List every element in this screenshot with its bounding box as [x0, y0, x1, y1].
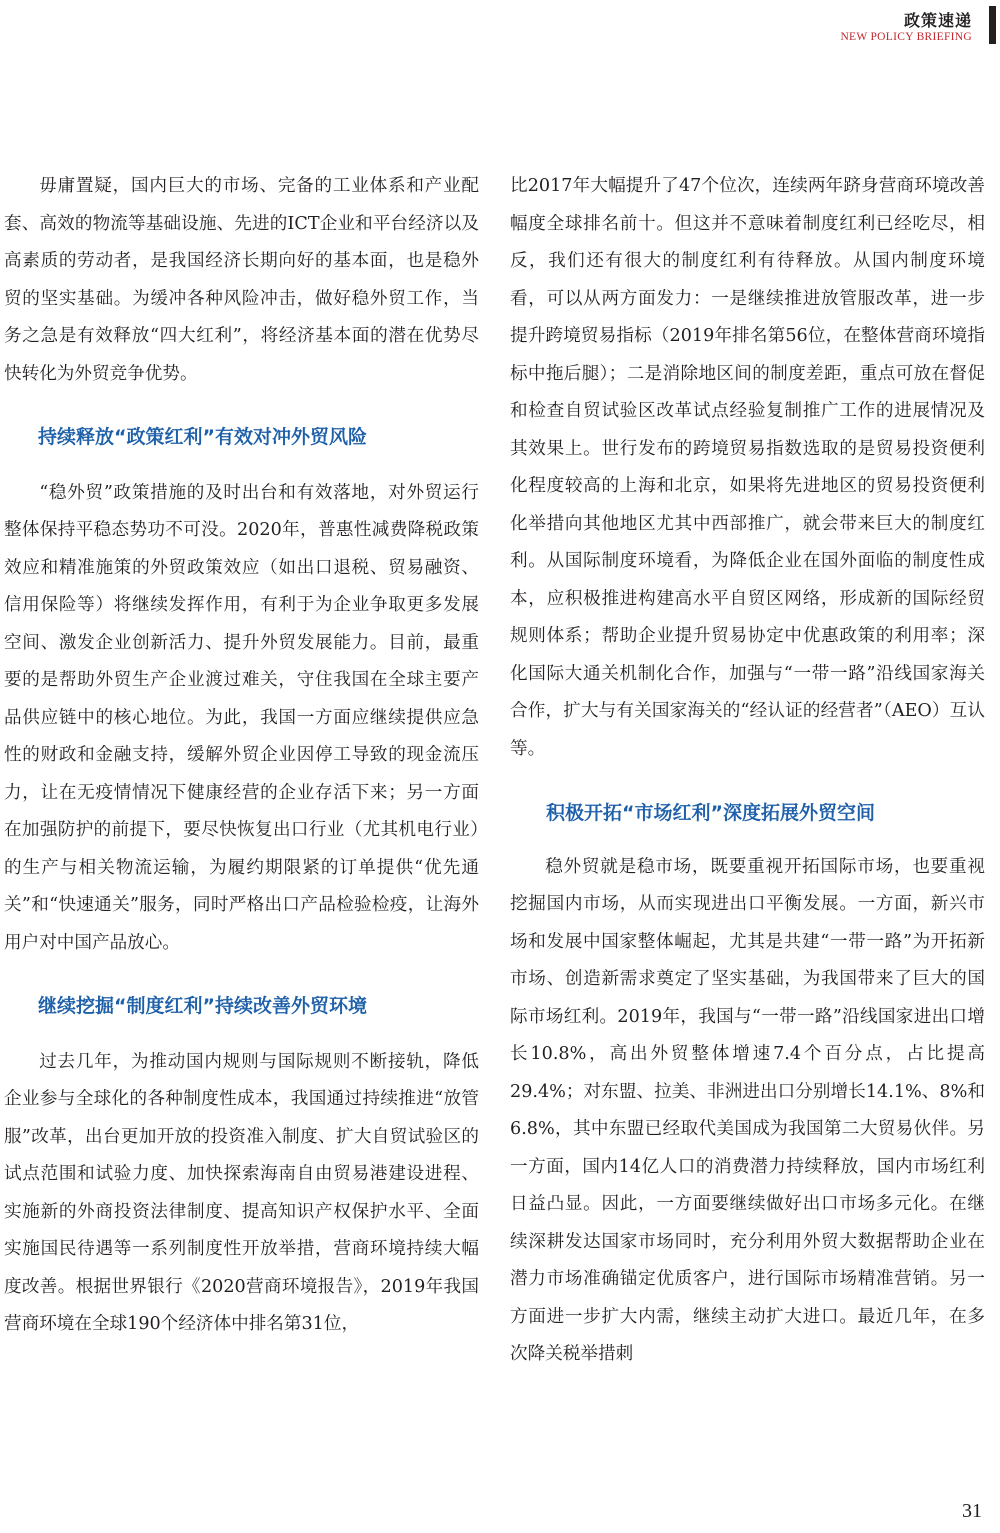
intro-paragraph: 毋庸置疑，国内巨大的市场、完备的工业体系和产业配套、高效的物流等基础设施、先进的ICT企业和平台经济以及高素质的劳动者，是我国经济长期向好的基本面，也是稳外贸的坚实基础。为缓冲各种风险冲击，做好稳外贸工作，当务之急是有效释放“四大红利”，将经济基本面的潜在优势尽快转化为外贸竞争优势。	[4, 176, 479, 384]
policy-dividend-paragraph: “稳外贸”政策措施的及时出台和有效落地，对外贸运行整体保持平稳态势功不可没。2020年，普惠性减费降税政策效应和精准施策的外贸政策效应（如出口退税、贸易融资、信用保险等）将继续发挥作用，有利于为企业争取更多发展空间、激发企业创新活力、提升外贸发展能力。目前，最重要的是帮助外贸生产企业渡过难关，守住我国在全球主要产品供应链中的核心地位。为此，我国一方面应继续提供应急性的财政和金融支持，缓解外贸企业因停工导致的现金流压力，让在无疫情情况下健康经营的企业存活下来；另一方面在加强防护的前提下，要尽快恢复出口行业（尤其机电行业）的生产与相关物流运输，为履约期限紧的订单提供“优先通关”和“快速通关”服务，同时严格出口产品检验检疫，让海外用户对中国产品放心。	[4, 482, 479, 953]
section-heading-market-dividend: 积极开拓“市场红利”深度拓展外贸空间	[546, 802, 875, 824]
institutional-dividend-paragraph-continued: 比2017年大幅提升了47个位次，连续两年跻身营商环境改善幅度全球排名前十。但这并不意味着制度红利已经吃尽，相反，我们还有很大的制度红利有待释放。从国内制度环境看，可以从两方面发力：一是继续推进放管服改革，进一步提升跨境贸易指标（2019年排名第56位，在整体营商环境指标中拖后腿）；二是消除地区间的制度差距，重点可放在督促和检查自贸试验区改革试点经验复制推广工作的进展情况及其效果上。世行发布的跨境贸易指数选取的是贸易投资便利化程度较高的上海和北京，如果将先进地区的贸易投资便利化举措向其他地区尤其中西部推广，就会带来巨大的制度红利。从国际制度环境看，为降低企业在国外面临的制度性成本，应积极推进构建高水平自贸区网络，形成新的国际经贸规则体系；帮助企业提升贸易协定中优惠政策的利用率；深化国际大通关机制化合作，加强与“一带一路”沿线国家海关合作，扩大与有关国家海关的“经认证的经营者”（AEO）互认等。	[510, 176, 985, 759]
section-heading-policy-dividend: 持续释放“政策红利”有效对冲外贸风险	[38, 426, 367, 448]
market-dividend-paragraph: 稳外贸就是稳市场，既要重视开拓国际市场，也要重视挖掘国内市场，从而实现进出口平衡发展。一方面，新兴市场和发展中国家整体崛起，尤其是共建“一带一路”为开拓新市场、创造新需求奠定了坚实基础，为我国带来了巨大的国际市场红利。2019年，我国与“一带一路”沿线国家进出口增长10.8%，高出外贸整体增速7.4个百分点，占比提高29.4%；对东盟、拉美、非洲进出口分别增长14.1%、8%和6.8%，其中东盟已经取代美国成为我国第二大贸易伙伴。另一方面，国内14亿人口的消费潜力持续释放，国内市场红利日益凸显。因此，一方面要继续做好出口市场多元化。在继续深耕发达国家市场同时，充分利用外贸大数据帮助企业在潜力市场准确锚定优质客户，进行国际市场精准营销。另一方面进一步扩大内需，继续主动扩大进口。最近几年，在多次降关税举措刺	[510, 856, 985, 1364]
section-title-cn: 政策速递	[903, 11, 972, 30]
header-accent-bar	[989, 6, 996, 44]
section-heading-institutional-dividend: 继续挖掘“制度红利”持续改善外贸环境	[38, 995, 367, 1017]
institutional-dividend-paragraph: 过去几年，为推动国内规则与国际规则不断接轨，降低企业参与全球化的各种制度性成本，我国通过持续推进“放管服”改革，出台更加开放的投资准入制度、扩大自贸试验区的试点范围和试验力度、加快探索海南自由贸易港建设进程、实施新的外商投资法律制度、提高知识产权保护水平、全面实施国民待遇等一系列制度性开放举措，营商环境持续大幅度改善。根据世界银行《2020营商环境报告》，2019年我国营商环境在全球190个经济体中排名第31位，	[4, 1051, 479, 1334]
page-header	[700, 6, 1000, 46]
left-column	[4, 168, 479, 1344]
section-title-en: NEW POLICY BRIEFING	[840, 31, 972, 43]
page-number: 31	[962, 1500, 982, 1522]
right-column	[510, 168, 985, 1374]
